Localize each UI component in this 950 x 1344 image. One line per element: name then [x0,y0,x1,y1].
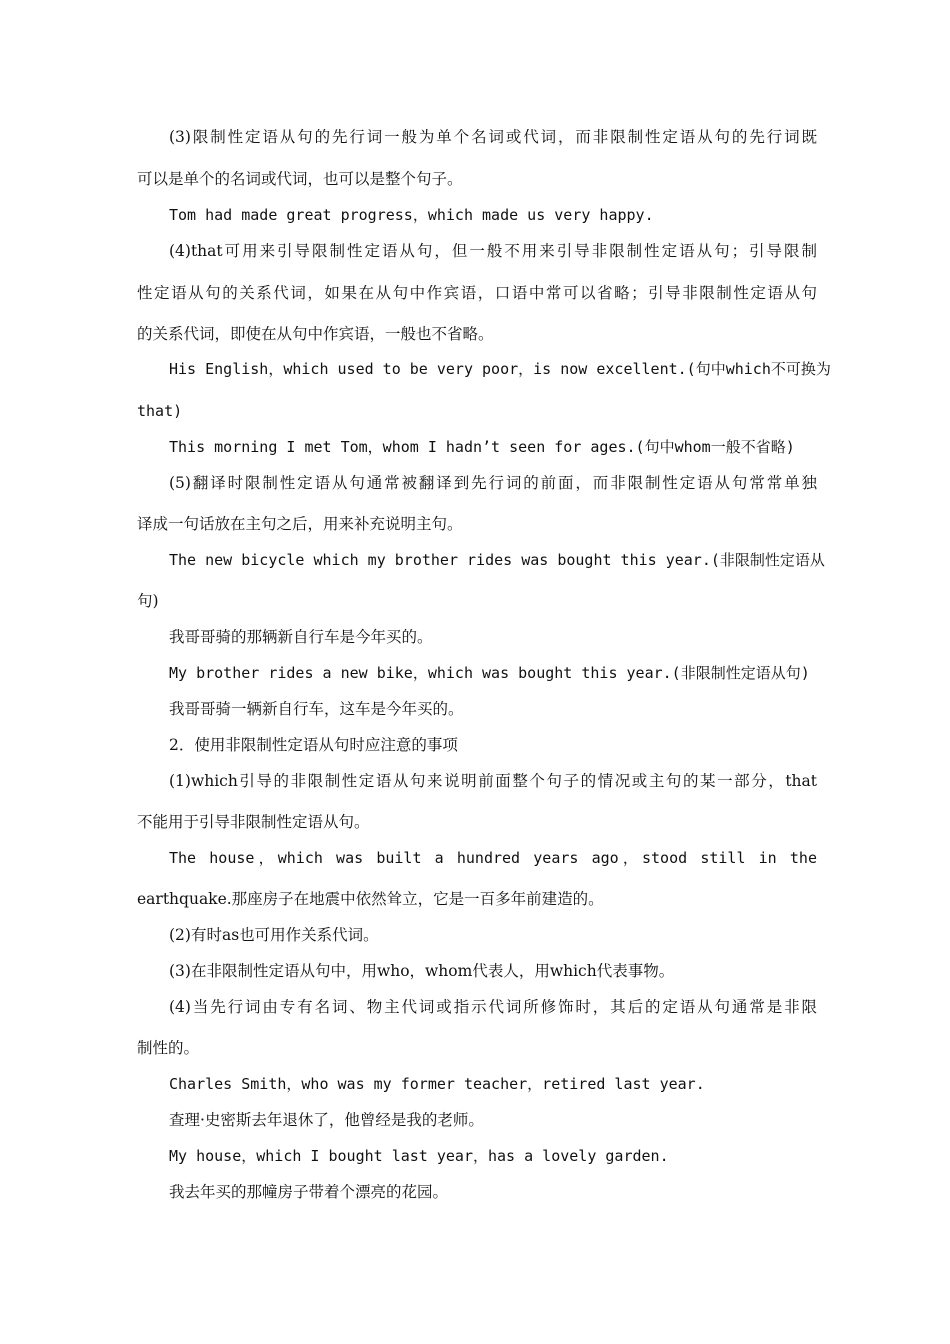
text-line: (1)which引导的非限制性定语从句来说明前面整个句子的情况或主句的某一部分，that [169,772,817,790]
text-line: 句) [137,592,159,610]
text-line: (4)that可用来引导限制性定语从句，但一般不用来引导非限制性定语从句；引导限制 [169,242,817,260]
text-line: (3)限制性定语从句的先行词一般为单个名词或代词，而非限制性定语从句的先行词既 [169,128,817,146]
text-line: (3)在非限制性定语从句中，用who，whom代表人，用which代表事物。 [169,962,675,980]
translation-line: 我哥哥骑的那辆新自行车是今年买的。 [169,628,433,646]
text-line: 的关系代词，即使在从句中作宾语，一般也不省略。 [137,325,494,343]
text-line: 译成一句话放在主句之后，用来补充说明主句。 [137,515,463,533]
text-line: (5)翻译时限制性定语从句通常被翻译到先行词的前面，而非限制性定语从句常常单独 [169,474,817,492]
example-sentence: This morning I met Tom，whom I hadn’t seen for ages.(句中whom一般不省略) [169,438,795,456]
example-sentence: The new bicycle which my brother rides was bought this year.(非限制性定语从 [169,551,825,569]
example-sentence: The house，which was built a hundred years ago，stood still in the [169,849,817,867]
example-sentence: Tom had made great progress，which made us very happy. [169,206,654,224]
text-line: earthquake.那座房子在地震中依然耸立，它是一百多年前建造的。 [137,890,604,908]
translation-line: 我哥哥骑一辆新自行车，这车是今年买的。 [169,700,464,718]
example-sentence: My brother rides a new bike，which was bought this year.(非限制性定语从句) [169,664,810,682]
example-sentence: Charles Smith，who was my former teacher，retired last year. [169,1075,705,1093]
example-sentence: His English，which used to be very poor，is now excellent.(句中which不可换为 [169,360,831,378]
example-sentence: that) [137,402,183,420]
translation-line: 我去年买的那幢房子带着个漂亮的花园。 [169,1183,449,1201]
text-line: 可以是单个的名词或代词，也可以是整个句子。 [137,170,463,188]
section-heading: 2．使用非限制性定语从句时应注意的事项 [169,736,458,754]
text-line: (4)当先行词由专有名词、物主代词或指示代词所修饰时，其后的定语从句通常是非限 [169,998,817,1016]
text-line: 制性的。 [137,1039,200,1057]
text-line: 性定语从句的关系代词，如果在从句中作宾语，口语中常可以省略；引导非限制性定语从句 [137,284,817,302]
translation-line: 查理·史密斯去年退休了，他曾经是我的老师。 [169,1111,484,1129]
example-sentence: My house，which I bought last year，has a lovely garden. [169,1147,669,1165]
text-line: 不能用于引导非限制性定语从句。 [137,813,370,831]
text-line: (2)有时as也可用作关系代词。 [169,926,379,944]
